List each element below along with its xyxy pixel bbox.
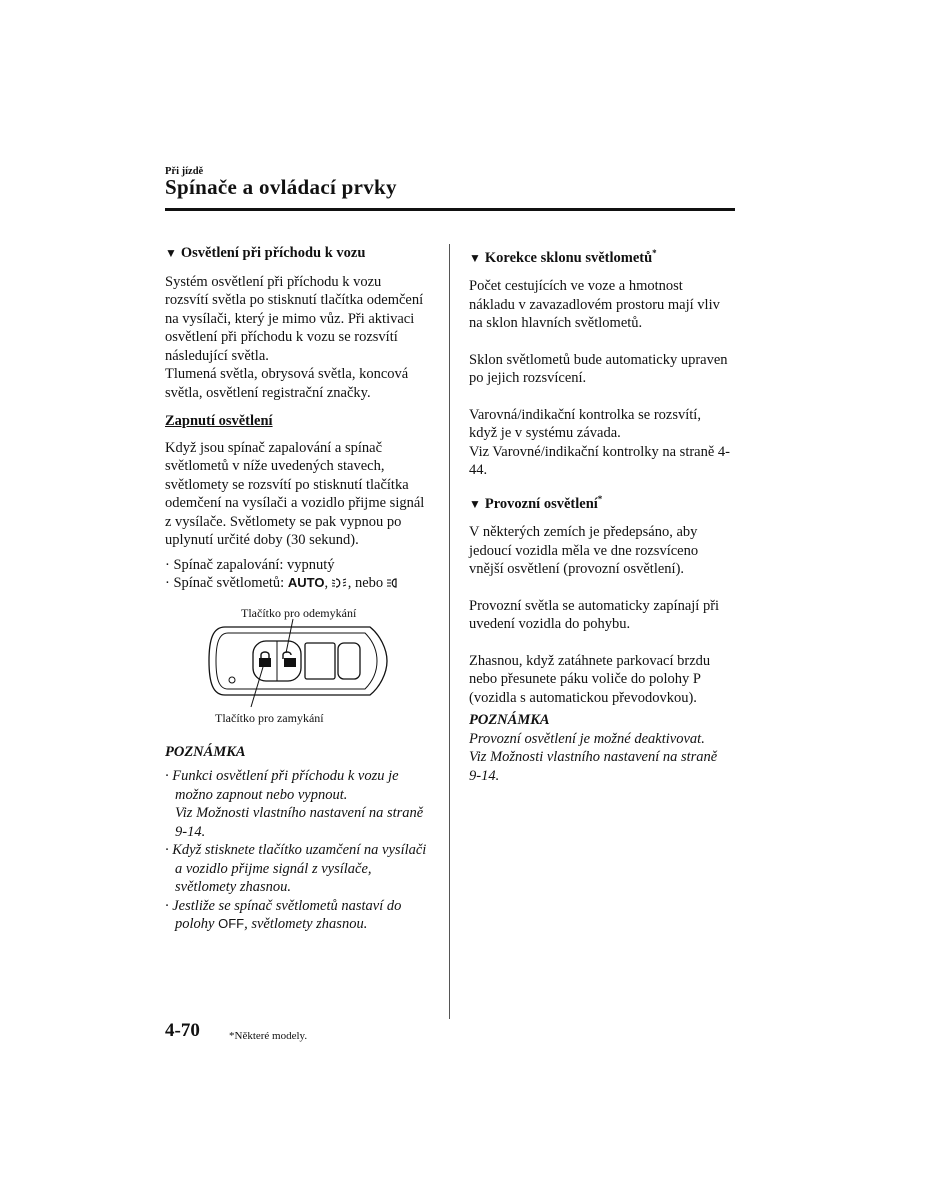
footnote-marker: *: [597, 493, 603, 504]
page-number: 4-70: [165, 1020, 200, 1041]
heading-welcome-light: [165, 244, 427, 263]
down-triangle-icon: ▼: [469, 250, 481, 265]
paragraph: Zhasnou, když zatáhnete parkovací brzdu nebo přesunete páku voliče do polohy P (vozidla s automatickou převodovkou).: [469, 652, 711, 706]
unlock-button-label: Tlačítko pro odemykání: [241, 605, 357, 620]
paragraph: V některých zemích je předepsáno, aby jedoucí vozidla měla ve dne rozsvíceno vnější osvětlení (provozní osvětlení).: [469, 524, 699, 578]
page-title: Spínače a ovládací prvky: [165, 175, 397, 199]
list-item-text: Spínač světlometů:: [173, 575, 288, 591]
low-beam-icon: [332, 578, 348, 588]
off-label: OFF: [218, 916, 245, 931]
list-item: · Spínač světlometů: AUTO, , nebo: [165, 574, 427, 593]
right-column: [469, 244, 731, 785]
note-item-text: Funkci osvětlení při příchodu k vozu je možno zapnout nebo vypnout. Viz Možnosti vlastního nastavení na straně 9-14.: [172, 768, 424, 840]
paragraph: Varovná/indikační kontrolka se rozsvítí, když je v systému závada. Viz Varovné/indikační kontrolky na straně 4-44.: [469, 406, 730, 479]
note-title: POZNÁMKA: [469, 712, 550, 729]
high-beam-icon: [387, 578, 403, 588]
list-item-text: Spínač zapalování: vypnutý: [173, 556, 335, 573]
lock-button-label: Tlačítko pro zamykání: [215, 710, 324, 725]
footnote-marker: *: [652, 248, 657, 258]
note-item: · Když stisknete tlačítko uzamčení na vysílači a vozidlo přijme signál z vysílače, světlomety zhasnou.: [165, 842, 427, 895]
unlock-icon: [283, 652, 296, 667]
note-item-text: Jestliže se spínač světlometů nastaví do polohy: [172, 897, 402, 932]
note-text: Provozní osvětlení je možné deaktivovat. Viz Možnosti vlastního nastavení na straně 9-14.: [469, 730, 718, 784]
left-column: [165, 244, 427, 934]
paragraph: Počet cestujících ve voze a hmotnost nákladu v zavazadlovém prostoru mají vliv na sklon hlavních světlometů.: [469, 278, 720, 332]
lock-icon: [259, 652, 271, 667]
footnote: *Některé modely.: [229, 1030, 308, 1042]
heading-text: Provozní osvětlení: [484, 495, 598, 512]
paragraph: Provozní světla se automaticky zapínají při uvedení vozidla do pohybu.: [469, 597, 720, 633]
key-fob-figure: [165, 601, 427, 731]
heading-text: Korekce sklonu světlometů: [484, 249, 653, 266]
column-divider: [449, 244, 450, 1019]
paragraph: Sklon světlometů bude automaticky upraven po jejich rozsvícení.: [469, 351, 728, 387]
down-triangle-icon: ▼: [165, 246, 177, 260]
section-label: Při jízdě: [165, 166, 204, 177]
list-item: · Spínač zapalování: vypnutý: [165, 556, 335, 573]
heading-daytime-running-lights: [469, 490, 731, 513]
note-item-text: , světlomety zhasnou.: [244, 916, 368, 932]
separator: ,: [324, 575, 332, 591]
down-triangle-icon: ▼: [469, 496, 481, 511]
separator: , nebo: [347, 575, 387, 591]
heading-text: Osvětlení při příchodu k vozu: [180, 245, 366, 261]
note-item: · Jestliže se spínač světlometů nastaví do polohy OFF, světlomety zhasnou.: [165, 897, 402, 932]
note-item-text: Když stisknete tlačítko uzamčení na vysílači a vozidlo přijme signál z vysílače, světlomety zhasnou.: [172, 842, 427, 895]
heading-headlight-leveling: [469, 244, 731, 267]
key-fob-illustration: [165, 601, 427, 731]
subheading-activation: Zapnutí osvětlení: [165, 413, 273, 429]
title-divider: [165, 208, 735, 211]
note-item: · Funkci osvětlení při příchodu k vozu je možno zapnout nebo vypnout. Viz Možnosti vlastního nastavení na straně 9-14.: [165, 768, 424, 840]
paragraph: Systém osvětlení při příchodu k vozu rozsvítí světla po stisknutí tlačítka odemčení na vysílači, který je mimo vůz. Při aktivaci osvětlení při příchodu k vozu se rozsvítí následující světla. Tlumená světla, obrysová světla, koncová světla, osvětlení registrační značky.: [165, 273, 424, 401]
note-title: POZNÁMKA: [165, 743, 246, 760]
paragraph: Když jsou spínač zapalování a spínač světlometů v níže uvedených stavech, světlomety se rozsvítí po stisknutí tlačítka odemčení na vysílači a vozidlo přijme signál z vysílače. Světlomety se pak vypnou po uplynutí určité doby (30 sekund).: [165, 439, 425, 548]
auto-label: AUTO: [287, 575, 325, 590]
